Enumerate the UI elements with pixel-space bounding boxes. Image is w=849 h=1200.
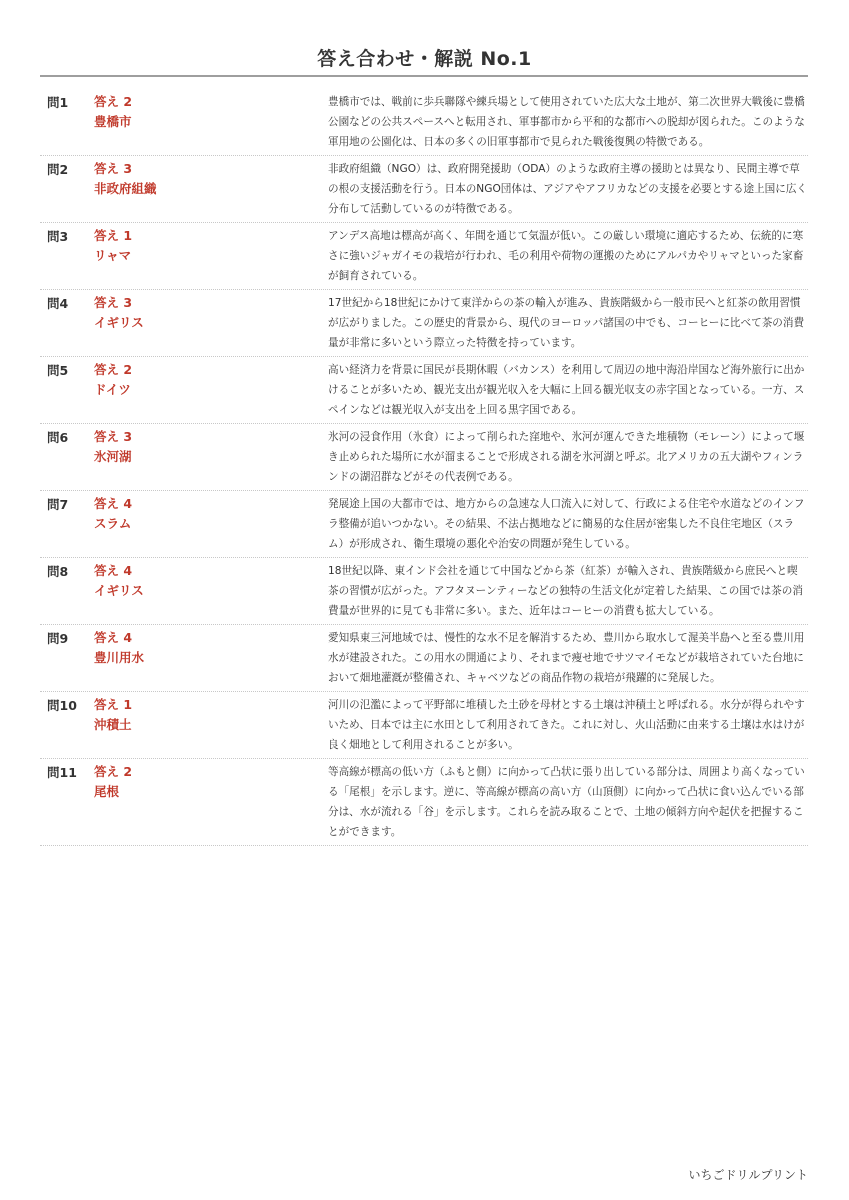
answer-label: 答え 1: [94, 697, 133, 712]
explanation-text: 18世紀以降、東インド会社を通じて中国などから茶（紅茶）が輸入され、貴族階級から庶民へと喫茶の習慣が広がった。アフタヌーンティーなどの独特の生活文化が定着した結果、この国では茶の消費量が世界的に見ても非常に多い。また、近年はコーヒーの消費も拡大している。: [328, 565, 803, 617]
explanation-text: 豊橋市では、戦前に歩兵聯隊や練兵場として使用されていた広大な土地が、第二次世界大戦後に豊橋公園などの公共スペースへと転用され、軍事都市から平和的な都市への脱却が図られた。このような軍用地の公園化は、日本の多くの旧軍事都市で見られた戦後復興の特徴である。: [328, 96, 805, 148]
explanation-text: 氷河の浸食作用（氷食）によって削られた窪地や、氷河が運んできた堆積物（モレーン）によって堰き止められた場所に水が溜まることで形成される湖を氷河湖と呼ぶ。北アメリカの五大湖やフィンランドの湖沼群などがその代表例である。: [328, 431, 805, 483]
answer-term: リャマ: [94, 248, 132, 263]
question-number: 問1: [47, 95, 69, 110]
answer-row: [40, 223, 808, 290]
answer-label: 答え 4: [94, 630, 133, 645]
question-number: 問10: [47, 698, 77, 713]
answer-block: [94, 627, 328, 668]
answer-label: 答え 1: [94, 228, 133, 243]
question-number: 問9: [47, 631, 69, 646]
answer-term: 氷河湖: [94, 449, 132, 464]
answer-label: 答え 3: [94, 295, 133, 310]
question-number: 問4: [47, 296, 69, 311]
question-number: 問5: [47, 363, 69, 378]
answer-block: [94, 426, 328, 467]
question-number: 問3: [47, 229, 69, 244]
answer-label: 答え 2: [94, 764, 133, 779]
answer-label: 答え 2: [94, 362, 133, 377]
answer-row: [40, 424, 808, 491]
explanation-text: アンデス高地は標高が高く、年間を通じて気温が低い。この厳しい環境に適応するため、伝統的に寒さに強いジャガイモの栽培が行われ、毛の利用や荷物の運搬のためにアルパカやリャマといった家畜が飼育されている。: [328, 230, 804, 282]
answer-block: [94, 761, 328, 802]
answer-block: [94, 694, 328, 735]
question-number: 問11: [47, 765, 77, 780]
explanation-text: 河川の氾濫によって平野部に堆積した土砂を母材とする土壌は沖積土と呼ばれる。水分が得られやすいため、日本では主に水田として利用されてきた。これに対し、火山活動に由来する土壌は水はけが良く畑地として利用されることが多い。: [328, 699, 805, 751]
answer-term: イギリス: [94, 315, 144, 330]
answer-block: [94, 91, 328, 132]
answer-block: [94, 493, 328, 534]
question-number: 問2: [47, 162, 69, 177]
answer-row: [40, 692, 808, 759]
answer-term: 豊橋市: [94, 114, 132, 129]
answer-term: イギリス: [94, 583, 144, 598]
explanation-text: 愛知県東三河地域では、慢性的な水不足を解消するため、豊川から取水して渥美半島へと至る豊川用水が建設された。この用水の開通により、それまで痩せ地でサツマイモなどが栽培されていた台地において畑地灌漑が整備され、キャベツなどの商品作物の栽培が飛躍的に発展した。: [328, 632, 805, 684]
answer-block: [94, 158, 328, 199]
answer-list: [40, 89, 808, 846]
answer-row: [40, 357, 808, 424]
explanation-text: 非政府組織（NGO）は、政府開発援助（ODA）のような政府主導の援助とは異なり、民間主導で草の根の支援活動を行う。日本のNGO団体は、アジアやアフリカなどの支援を必要とする途上国に広く分布して活動しているのが特徴である。: [328, 163, 808, 215]
explanation-text: 高い経済力を背景に国民が長期休暇（バカンス）を利用して周辺の地中海沿岸国など海外旅行に出かけることが多いため、観光支出が観光収入を大幅に上回る観光収支の赤字国となっている。一方、スペインなどは観光収入が支出を上回る黒字国である。: [328, 364, 805, 416]
answer-block: [94, 560, 328, 601]
answer-row: [40, 558, 808, 625]
answer-row: [40, 156, 808, 223]
answer-label: 答え 3: [94, 429, 133, 444]
footer-brand: いちごドリルプリント: [688, 1168, 808, 1182]
answer-label: 答え 4: [94, 496, 133, 511]
explanation-text: 等高線が標高の低い方（ふもと側）に向かって凸状に張り出している部分は、周囲より高くなっている「尾根」を示します。逆に、等高線が標高の高い方（山頂側）に向かって凸状に食い込んでいる部分は、水が流れる「谷」を示します。これらを読み取ることで、土地の傾斜方向や起伏を把握することができます。: [328, 766, 805, 838]
explanation-text: 発展途上国の大都市では、地方からの急速な人口流入に対して、行政による住宅や水道などのインフラ整備が追いつかない。その結果、不法占拠地などに簡易的な住居が密集した不良住宅地区（スラム）が形成され、衛生環境の悪化や治安の問題が発生している。: [328, 498, 805, 550]
answer-term: 非政府組織: [94, 181, 157, 196]
title-divider: [40, 75, 808, 77]
question-number: 問8: [47, 564, 69, 579]
answer-block: [94, 359, 328, 400]
answer-row: [40, 625, 808, 692]
answer-row: [40, 89, 808, 156]
answer-block: [94, 292, 328, 333]
answer-label: 答え 3: [94, 161, 133, 176]
page-title: 答え合わせ・解説 No.1: [317, 48, 532, 70]
answer-term: 尾根: [94, 784, 120, 799]
answer-term: スラム: [94, 516, 132, 531]
answer-label: 答え 4: [94, 563, 133, 578]
answer-label: 答え 2: [94, 94, 133, 109]
answer-row: [40, 290, 808, 357]
question-number: 問6: [47, 430, 69, 445]
answer-term: ドイツ: [94, 382, 131, 397]
explanation-text: 17世紀から18世紀にかけて東洋からの茶の輸入が進み、貴族階級から一般市民へと紅茶の飲用習慣が広がりました。この歴史的背景から、現代のヨーロッパ諸国の中でも、コーヒーに比べて茶の消費量が非常に多いという際立った特徴を持っています。: [328, 297, 805, 349]
question-number: 問7: [47, 497, 69, 512]
answer-row: [40, 759, 808, 846]
answer-term: 沖積土: [94, 717, 132, 732]
answer-term: 豊川用水: [94, 650, 145, 665]
answer-row: [40, 491, 808, 558]
answer-block: [94, 225, 328, 266]
